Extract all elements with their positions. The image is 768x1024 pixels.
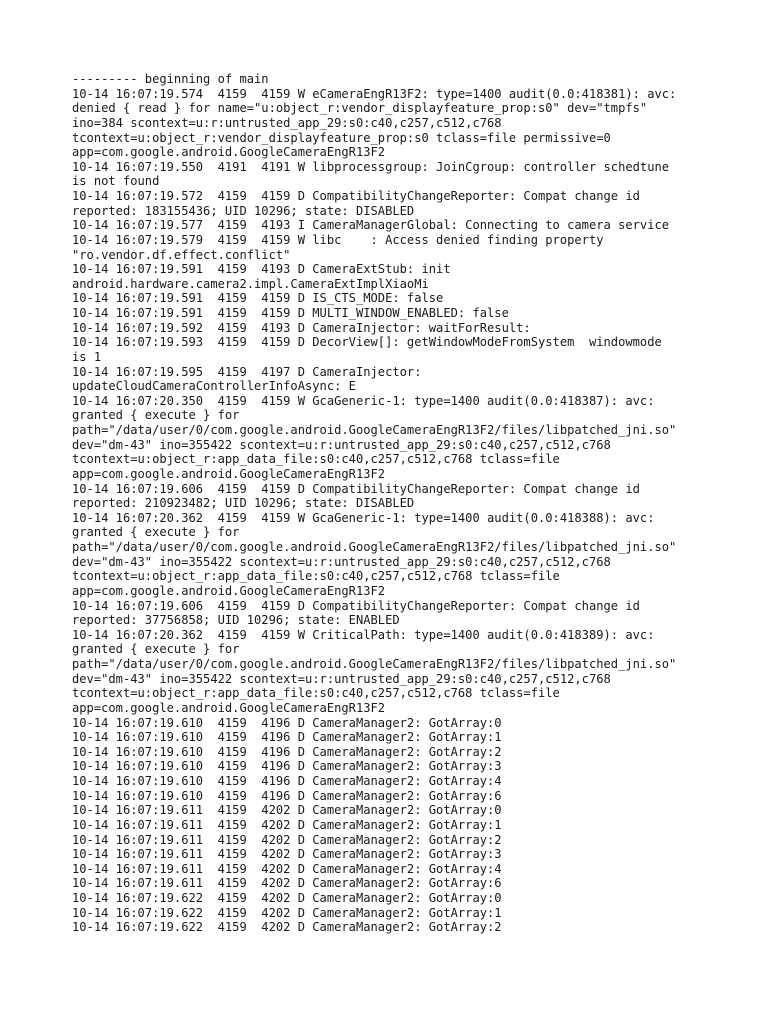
log-line: "ro.vendor.df.effect.conflict" [72, 247, 291, 262]
log-line: --------- beginning of main [72, 72, 269, 86]
log-line: 10-14 16:07:19.622 4159 4202 D CameraManager2: GotArray:0 [72, 891, 502, 905]
log-line: 10-14 16:07:19.574 4159 4159 W eCameraEngR13F2: type=1400 audit(0.0:418381): avc: [72, 86, 677, 101]
log-line: dev="dm-43" ino=355422 scontext=u:r:untrusted_app_29:s0:c40,c257,c512,c768 [72, 437, 611, 452]
log-line: 10-14 16:07:20.362 4159 4159 W GcaGeneric-1: type=1400 audit(0.0:418388): avc: [72, 510, 655, 525]
log-line: android.hardware.camera2.impl.CameraExtImplXiaoMi [72, 276, 429, 291]
log-text-block [72, 72, 712, 935]
log-line: 10-14 16:07:19.611 4159 4202 D CameraManager2: GotArray:2 [72, 832, 502, 847]
log-line: 10-14 16:07:19.577 4159 4193 I CameraManagerGlobal: Connecting to camera service [72, 218, 670, 233]
log-line: 10-14 16:07:19.611 4159 4202 D CameraManager2: GotArray:0 [72, 803, 502, 818]
log-line: tcontext=u:object_r:app_data_file:s0:c40,c257,c512,c768 tclass=file [72, 686, 560, 701]
log-line: 10-14 16:07:19.610 4159 4196 D CameraManager2: GotArray:1 [72, 730, 502, 745]
log-line: granted { execute } for [72, 642, 240, 657]
log-document [72, 72, 712, 935]
log-line: app=com.google.android.GoogleCameraEngR13F2 [72, 466, 386, 481]
log-line: granted { execute } for [72, 408, 240, 423]
log-line: 10-14 16:07:19.610 4159 4196 D CameraManager2: GotArray:2 [72, 744, 502, 759]
log-line: path="/data/user/0/com.google.android.GoogleCameraEngR13F2/files/libpatched_jni.so" [72, 657, 677, 671]
log-line: is not found [72, 174, 160, 189]
log-line: ino=384 scontext=u:r:untrusted_app_29:s0:c40,c257,c512,c768 [72, 115, 502, 130]
log-line: 10-14 16:07:19.591 4159 4159 D MULTI_WINDOW_ENABLED: false [72, 306, 509, 320]
log-line: dev="dm-43" ino=355422 scontext=u:r:untrusted_app_29:s0:c40,c257,c512,c768 [72, 671, 611, 686]
log-line: 10-14 16:07:19.610 4159 4196 D CameraManager2: GotArray:0 [72, 715, 502, 730]
log-line: 10-14 16:07:20.350 4159 4159 W GcaGeneric-1: type=1400 audit(0.0:418387): avc: [72, 393, 655, 408]
log-line: app=com.google.android.GoogleCameraEngR13F2 [72, 700, 386, 715]
log-line: 10-14 16:07:19.622 4159 4202 D CameraManager2: GotArray:1 [72, 905, 502, 920]
log-line: 10-14 16:07:19.611 4159 4202 D CameraManager2: GotArray:6 [72, 876, 502, 891]
log-line: 10-14 16:07:20.362 4159 4159 W CriticalPath: type=1400 audit(0.0:418389): avc: [72, 627, 655, 642]
log-line: tcontext=u:object_r:app_data_file:s0:c40,c257,c512,c768 tclass=file [72, 569, 560, 584]
log-line: 10-14 16:07:19.591 4159 4159 D IS_CTS_MODE: false [72, 291, 444, 306]
log-line: reported: 183155436; UID 10296; state: DISABLED [72, 203, 415, 218]
log-line: 10-14 16:07:19.611 4159 4202 D CameraManager2: GotArray:4 [72, 861, 502, 876]
log-line: reported: 210923482; UID 10296; state: DISABLED [72, 496, 415, 511]
log-line: app=com.google.android.GoogleCameraEngR13F2 [72, 583, 386, 598]
log-line: 10-14 16:07:19.591 4159 4193 D CameraExtStub: init [72, 262, 451, 277]
log-line: 10-14 16:07:19.572 4159 4159 D CompatibilityChangeReporter: Compat change id [72, 189, 640, 203]
log-line: 10-14 16:07:19.622 4159 4202 D CameraManager2: GotArray:2 [72, 920, 502, 935]
log-line: reported: 37756858; UID 10296; state: ENABLED [72, 613, 400, 628]
log-line: 10-14 16:07:19.606 4159 4159 D CompatibilityChangeReporter: Compat change id [72, 598, 640, 613]
log-line: is 1 [72, 349, 102, 364]
log-line: 10-14 16:07:19.595 4159 4197 D CameraInjector: [72, 364, 422, 379]
log-line: granted { execute } for [72, 525, 240, 540]
log-line: tcontext=u:object_r:vendor_displayfeature_prop:s0 tclass=file permissive=0 [72, 130, 611, 145]
log-line: 10-14 16:07:19.550 4191 4191 W libprocessgroup: JoinCgroup: controller schedtune [72, 159, 670, 174]
log-line: dev="dm-43" ino=355422 scontext=u:r:untrusted_app_29:s0:c40,c257,c512,c768 [72, 554, 611, 569]
log-line: tcontext=u:object_r:app_data_file:s0:c40,c257,c512,c768 tclass=file [72, 452, 560, 467]
log-line: 10-14 16:07:19.610 4159 4196 D CameraManager2: GotArray:6 [72, 788, 502, 803]
log-line: 10-14 16:07:19.579 4159 4159 W libc : Access denied finding property [72, 232, 604, 247]
log-line: path="/data/user/0/com.google.android.GoogleCameraEngR13F2/files/libpatched_jni.so" [72, 540, 677, 554]
log-line: updateCloudCameraControllerInfoAsync: E [72, 379, 356, 394]
log-line: 10-14 16:07:19.610 4159 4196 D CameraManager2: GotArray:3 [72, 759, 502, 774]
log-line: app=com.google.android.GoogleCameraEngR13F2 [72, 145, 386, 160]
log-line: path="/data/user/0/com.google.android.GoogleCameraEngR13F2/files/libpatched_jni.so" [72, 423, 677, 437]
log-line: 10-14 16:07:19.606 4159 4159 D CompatibilityChangeReporter: Compat change id [72, 481, 640, 496]
log-line: 10-14 16:07:19.593 4159 4159 D DecorView[]: getWindowModeFromSystem windowmode [72, 335, 662, 350]
log-line: 10-14 16:07:19.592 4159 4193 D CameraInjector: waitForResult: [72, 320, 531, 335]
log-line: 10-14 16:07:19.611 4159 4202 D CameraManager2: GotArray:3 [72, 847, 502, 862]
log-line: 10-14 16:07:19.610 4159 4196 D CameraManager2: GotArray:4 [72, 774, 502, 788]
log-line: 10-14 16:07:19.611 4159 4202 D CameraManager2: GotArray:1 [72, 817, 502, 832]
log-line: denied { read } for name="u:object_r:vendor_displayfeature_prop:s0" dev="tmpfs" [72, 101, 648, 116]
